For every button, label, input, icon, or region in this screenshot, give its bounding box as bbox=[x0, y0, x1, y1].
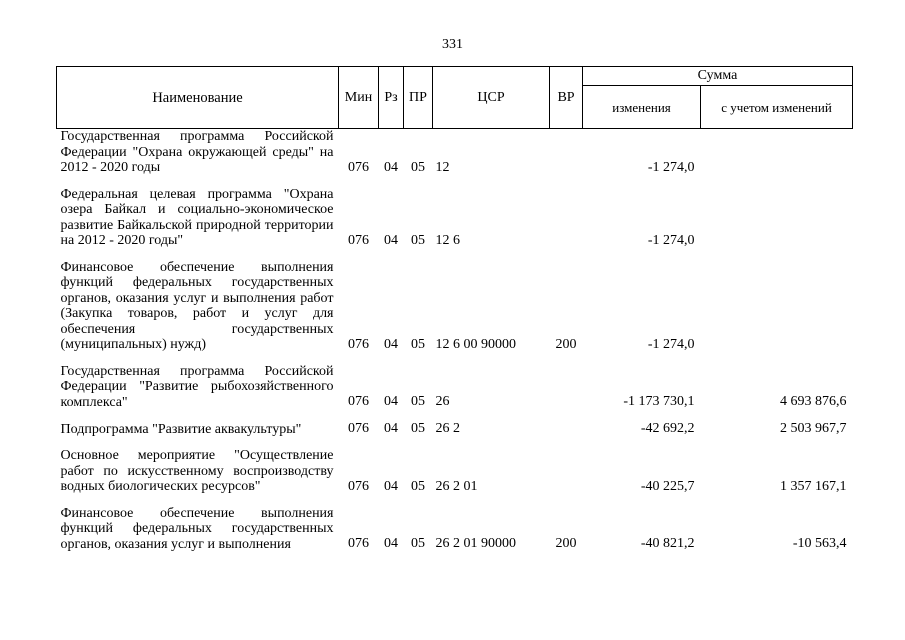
row-change: -1 274,0 bbox=[647, 232, 695, 248]
row-name: Основное мероприятие "Осуществление работ по искусственному воспроизводству водных биологических ресурсов" bbox=[60, 448, 334, 494]
row-pr: 05 bbox=[411, 536, 425, 551]
row-csr: 26 2 bbox=[435, 421, 460, 436]
row-name: Финансовое обеспечение выполнения функций федеральных государственных органов, оказания услуг и выполнения работ (Закупка товаров, работ и услуг для обеспечения государственных (муниципальных) нужд) bbox=[60, 259, 334, 352]
row-rz: 04 bbox=[384, 232, 398, 248]
row-name: Федеральная целевая программа "Охрана озера Байкал и социально-экономическое развитие Байкальской природной территории на 2012 - 2020 годы" bbox=[60, 186, 334, 248]
row-total: -10 563,4 bbox=[792, 536, 847, 551]
row-min: 076 bbox=[348, 336, 369, 352]
row-name: Финансовое обеспечение выполнения функций федеральных государственных органов, оказания услуг и выполнения bbox=[60, 505, 334, 552]
row-vr bbox=[550, 187, 583, 260]
table-row bbox=[57, 187, 853, 260]
header-change: изменения bbox=[583, 86, 701, 129]
page-number: 331 bbox=[442, 37, 463, 52]
row-csr: 26 2 01 90000 bbox=[435, 536, 516, 551]
row-min: 076 bbox=[348, 421, 369, 436]
header-pr: ПР bbox=[404, 67, 433, 129]
row-vr bbox=[550, 364, 583, 422]
row-rz: 04 bbox=[384, 159, 398, 175]
row-csr: 26 2 01 bbox=[435, 478, 478, 494]
header-vr: ВР bbox=[550, 67, 583, 129]
row-rz: 04 bbox=[384, 536, 398, 551]
row-rz: 04 bbox=[384, 336, 398, 352]
row-pr: 05 bbox=[411, 159, 425, 175]
table-row bbox=[57, 448, 853, 506]
row-total bbox=[701, 260, 853, 364]
row-change: -1 173 730,1 bbox=[623, 394, 695, 409]
budget-table bbox=[56, 66, 853, 563]
header-rz: Рз bbox=[379, 67, 404, 129]
table-row bbox=[57, 129, 853, 187]
row-total: 2 503 967,7 bbox=[780, 421, 847, 436]
row-change: -1 274,0 bbox=[647, 159, 695, 175]
row-min: 076 bbox=[348, 232, 369, 248]
row-total: 1 357 167,1 bbox=[780, 478, 847, 494]
row-csr: 12 6 00 90000 bbox=[435, 336, 516, 352]
header-csr: ЦСР bbox=[433, 67, 550, 129]
row-csr: 12 6 bbox=[435, 232, 460, 248]
row-vr bbox=[550, 129, 583, 187]
row-csr: 12 bbox=[435, 159, 450, 175]
table-row bbox=[57, 421, 853, 448]
row-min: 076 bbox=[348, 159, 369, 175]
row-vr: 200 bbox=[555, 336, 577, 352]
row-total: 4 693 876,6 bbox=[780, 394, 847, 409]
row-vr bbox=[550, 448, 583, 506]
row-name: Государственная программа Российской Федерации "Развитие рыбохозяйственного комплекса" bbox=[60, 363, 334, 410]
row-change: -40 225,7 bbox=[640, 478, 695, 494]
table-row bbox=[57, 506, 853, 564]
row-min: 076 bbox=[348, 536, 369, 551]
row-total bbox=[701, 129, 853, 187]
row-rz: 04 bbox=[384, 478, 398, 494]
row-csr: 26 bbox=[435, 394, 450, 409]
table-body bbox=[57, 129, 853, 564]
row-rz: 04 bbox=[384, 394, 398, 409]
row-change: -42 692,2 bbox=[640, 421, 695, 436]
header-with-changes: с учетом изменений bbox=[701, 86, 853, 129]
table-row bbox=[57, 364, 853, 422]
row-vr: 200 bbox=[555, 536, 577, 551]
header-min: Мин bbox=[339, 67, 379, 129]
row-min: 076 bbox=[348, 478, 369, 494]
row-name: Государственная программа Российской Федерации "Охрана окружающей среды" на 2012 - 2020 годы bbox=[60, 129, 334, 175]
row-rz: 04 bbox=[384, 421, 398, 436]
row-name: Подпрограмма "Развитие аквакультуры" bbox=[60, 421, 302, 437]
row-change: -40 821,2 bbox=[640, 536, 695, 551]
row-change: -1 274,0 bbox=[647, 336, 695, 352]
header-name: Наименование bbox=[57, 67, 339, 129]
row-total bbox=[701, 187, 853, 260]
table-row bbox=[57, 260, 853, 364]
row-pr: 05 bbox=[411, 394, 425, 409]
row-vr bbox=[550, 421, 583, 448]
row-pr: 05 bbox=[411, 336, 425, 352]
header-sum: Сумма bbox=[583, 67, 853, 86]
row-min: 076 bbox=[348, 394, 369, 409]
row-pr: 05 bbox=[411, 421, 425, 436]
row-pr: 05 bbox=[411, 232, 425, 248]
row-pr: 05 bbox=[411, 478, 425, 494]
